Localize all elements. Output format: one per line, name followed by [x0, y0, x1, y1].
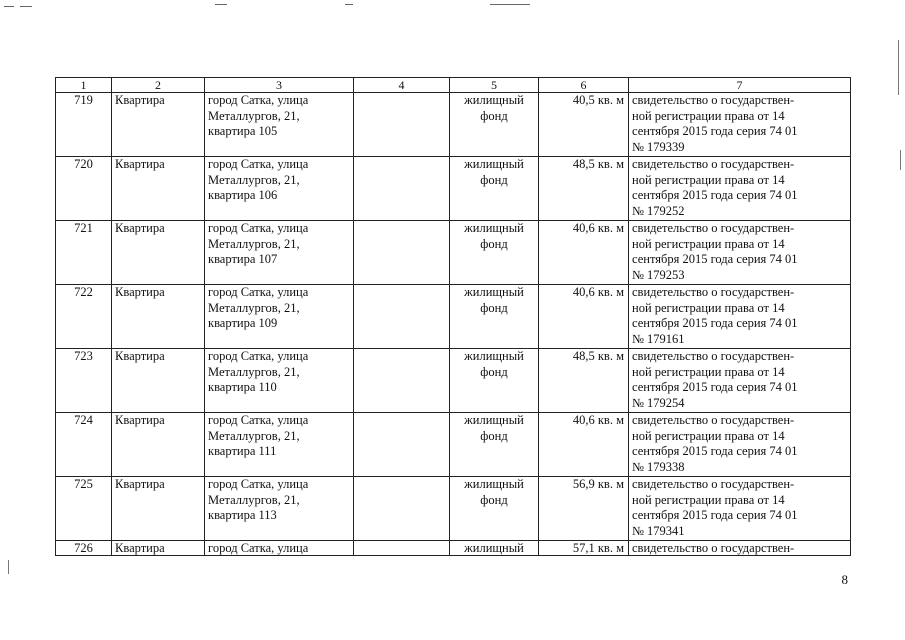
- address-line: Металлургов, 21,: [208, 428, 300, 443]
- document-line: свидетельство о государствен-: [632, 221, 795, 235]
- document-line: свидетельство о государствен-: [632, 541, 795, 555]
- fund-type: [450, 285, 539, 349]
- document-line: № 179252: [632, 203, 685, 218]
- document-line: ной регистрации права от 14: [632, 300, 785, 315]
- registration-document: [629, 285, 851, 349]
- address-line: квартира 110: [208, 380, 277, 394]
- header-col-7: 7: [629, 78, 851, 93]
- scan-artifact: [900, 150, 901, 170]
- row-number: 722: [56, 285, 112, 349]
- object-address: [205, 349, 354, 413]
- address-line: город Сатка, улица: [208, 221, 309, 235]
- document-line: сентября 2015 года серия 74 01: [632, 316, 798, 330]
- header-col-2: 2: [112, 78, 205, 93]
- address-line: Металлургов, 21,: [208, 364, 300, 379]
- fund-type: [450, 349, 539, 413]
- empty-cell: [354, 541, 450, 556]
- object-type: Квартира: [112, 413, 205, 477]
- document-line: ной регистрации права от 14: [632, 428, 785, 443]
- table-row: [56, 93, 851, 157]
- registration-document: [629, 541, 851, 556]
- document-line: № 179338: [632, 459, 685, 474]
- address-line: город Сатка, улица: [208, 413, 309, 427]
- address-line: Металлургов, 21,: [208, 236, 300, 251]
- object-type: Квартира: [112, 285, 205, 349]
- object-area: 40,5 кв. м: [539, 93, 629, 157]
- fund-line: жилищный: [464, 285, 524, 299]
- header-col-4: 4: [354, 78, 450, 93]
- object-address: [205, 285, 354, 349]
- object-address: [205, 157, 354, 221]
- fund-line: фонд: [480, 172, 508, 187]
- object-address: [205, 93, 354, 157]
- address-line: квартира 113: [208, 508, 277, 522]
- object-type: Квартира: [112, 93, 205, 157]
- registration-document: [629, 157, 851, 221]
- document-line: сентября 2015 года серия 74 01: [632, 252, 798, 266]
- scan-artifact: [898, 40, 899, 95]
- address-line: город Сатка, улица: [208, 349, 309, 363]
- property-registry-table: [55, 77, 851, 556]
- fund-line: жилищный: [464, 93, 524, 107]
- header-col-3: 3: [205, 78, 354, 93]
- document-line: сентября 2015 года серия 74 01: [632, 380, 798, 394]
- scan-artifact: [8, 560, 9, 574]
- fund-line: жилищный: [464, 541, 524, 555]
- row-number: 725: [56, 477, 112, 541]
- document-line: ной регистрации права от 14: [632, 108, 785, 123]
- address-line: квартира 106: [208, 188, 278, 202]
- document-line: № 179341: [632, 523, 685, 538]
- fund-line: фонд: [480, 428, 508, 443]
- registration-document: [629, 93, 851, 157]
- fund-line: жилищный: [464, 349, 524, 363]
- object-type: Квартира: [112, 221, 205, 285]
- address-line: город Сатка, улица: [208, 541, 309, 555]
- registration-document: [629, 349, 851, 413]
- table-row: [56, 221, 851, 285]
- document-line: сентября 2015 года серия 74 01: [632, 188, 798, 202]
- document-line: ной регистрации права от 14: [632, 364, 785, 379]
- scan-artifact: [215, 4, 227, 5]
- document-line: ной регистрации права от 14: [632, 236, 785, 251]
- document-line: ной регистрации права от 14: [632, 172, 785, 187]
- empty-cell: [354, 477, 450, 541]
- table-row: [56, 285, 851, 349]
- document-line: № 179161: [632, 331, 685, 346]
- document-line: свидетельство о государствен-: [632, 413, 795, 427]
- object-address: [205, 477, 354, 541]
- document-line: свидетельство о государствен-: [632, 157, 795, 171]
- fund-line: фонд: [480, 300, 508, 315]
- empty-cell: [354, 221, 450, 285]
- row-number: 719: [56, 93, 112, 157]
- fund-line: жилищный: [464, 477, 524, 491]
- address-line: Металлургов, 21,: [208, 172, 300, 187]
- header-col-1: 1: [56, 78, 112, 93]
- row-number: 723: [56, 349, 112, 413]
- document-line: ной регистрации права от 14: [632, 492, 785, 507]
- empty-cell: [354, 349, 450, 413]
- address-line: квартира 109: [208, 316, 278, 330]
- document-line: свидетельство о государствен-: [632, 285, 795, 299]
- table-row: [56, 349, 851, 413]
- object-area: 40,6 кв. м: [539, 413, 629, 477]
- row-number: 721: [56, 221, 112, 285]
- header-col-5: 5: [450, 78, 539, 93]
- fund-type: [450, 221, 539, 285]
- document-line: свидетельство о государствен-: [632, 349, 795, 363]
- table-header: [56, 78, 851, 93]
- document-line: № 179253: [632, 267, 685, 282]
- fund-type: [450, 477, 539, 541]
- object-type: Квартира: [112, 477, 205, 541]
- object-area: 56,9 кв. м: [539, 477, 629, 541]
- document-line: сентября 2015 года серия 74 01: [632, 508, 798, 522]
- registration-document: [629, 221, 851, 285]
- address-line: город Сатка, улица: [208, 157, 309, 171]
- registration-document: [629, 413, 851, 477]
- fund-type: [450, 93, 539, 157]
- address-line: квартира 107: [208, 252, 278, 266]
- object-area: 40,6 кв. м: [539, 285, 629, 349]
- object-type: Квартира: [112, 541, 205, 556]
- scan-artifact: [490, 4, 530, 5]
- document-line: № 179339: [632, 139, 685, 154]
- address-line: Металлургов, 21,: [208, 492, 300, 507]
- registration-document: [629, 477, 851, 541]
- address-line: Металлургов, 21,: [208, 108, 300, 123]
- page-number: 8: [841, 572, 848, 587]
- address-line: квартира 111: [208, 444, 277, 458]
- fund-line: жилищный: [464, 157, 524, 171]
- object-address: [205, 221, 354, 285]
- header-col-6: 6: [539, 78, 629, 93]
- scan-artifact: [20, 6, 32, 7]
- object-area: 48,5 кв. м: [539, 157, 629, 221]
- fund-line: фонд: [480, 236, 508, 251]
- document-line: свидетельство о государствен-: [632, 477, 795, 491]
- address-line: город Сатка, улица: [208, 477, 309, 491]
- document-line: № 179254: [632, 395, 685, 410]
- row-number: 720: [56, 157, 112, 221]
- fund-type: [450, 413, 539, 477]
- fund-line: жилищный: [464, 221, 524, 235]
- empty-cell: [354, 413, 450, 477]
- table-row: [56, 477, 851, 541]
- fund-line: фонд: [480, 492, 508, 507]
- row-number: 726: [56, 541, 112, 556]
- fund-line: жилищный: [464, 413, 524, 427]
- document-line: сентября 2015 года серия 74 01: [632, 124, 798, 138]
- object-area: 57,1 кв. м: [539, 541, 629, 556]
- fund-type: [450, 541, 539, 556]
- scan-artifact: [345, 4, 353, 5]
- object-area: 48,5 кв. м: [539, 349, 629, 413]
- address-line: квартира 105: [208, 124, 278, 138]
- table-body: [56, 93, 851, 556]
- fund-type: [450, 157, 539, 221]
- object-address: [205, 413, 354, 477]
- document-line: свидетельство о государствен-: [632, 93, 795, 107]
- object-area: 40,6 кв. м: [539, 221, 629, 285]
- object-type: Квартира: [112, 349, 205, 413]
- address-line: город Сатка, улица: [208, 285, 309, 299]
- fund-line: фонд: [480, 108, 508, 123]
- fund-line: фонд: [480, 364, 508, 379]
- table-row: [56, 413, 851, 477]
- empty-cell: [354, 157, 450, 221]
- empty-cell: [354, 285, 450, 349]
- object-address: [205, 541, 354, 556]
- address-line: город Сатка, улица: [208, 93, 309, 107]
- document-line: сентября 2015 года серия 74 01: [632, 444, 798, 458]
- object-type: Квартира: [112, 157, 205, 221]
- scan-artifact: [4, 6, 14, 7]
- row-number: 724: [56, 413, 112, 477]
- table-row: [56, 541, 851, 556]
- address-line: Металлургов, 21,: [208, 300, 300, 315]
- table-row: [56, 157, 851, 221]
- empty-cell: [354, 93, 450, 157]
